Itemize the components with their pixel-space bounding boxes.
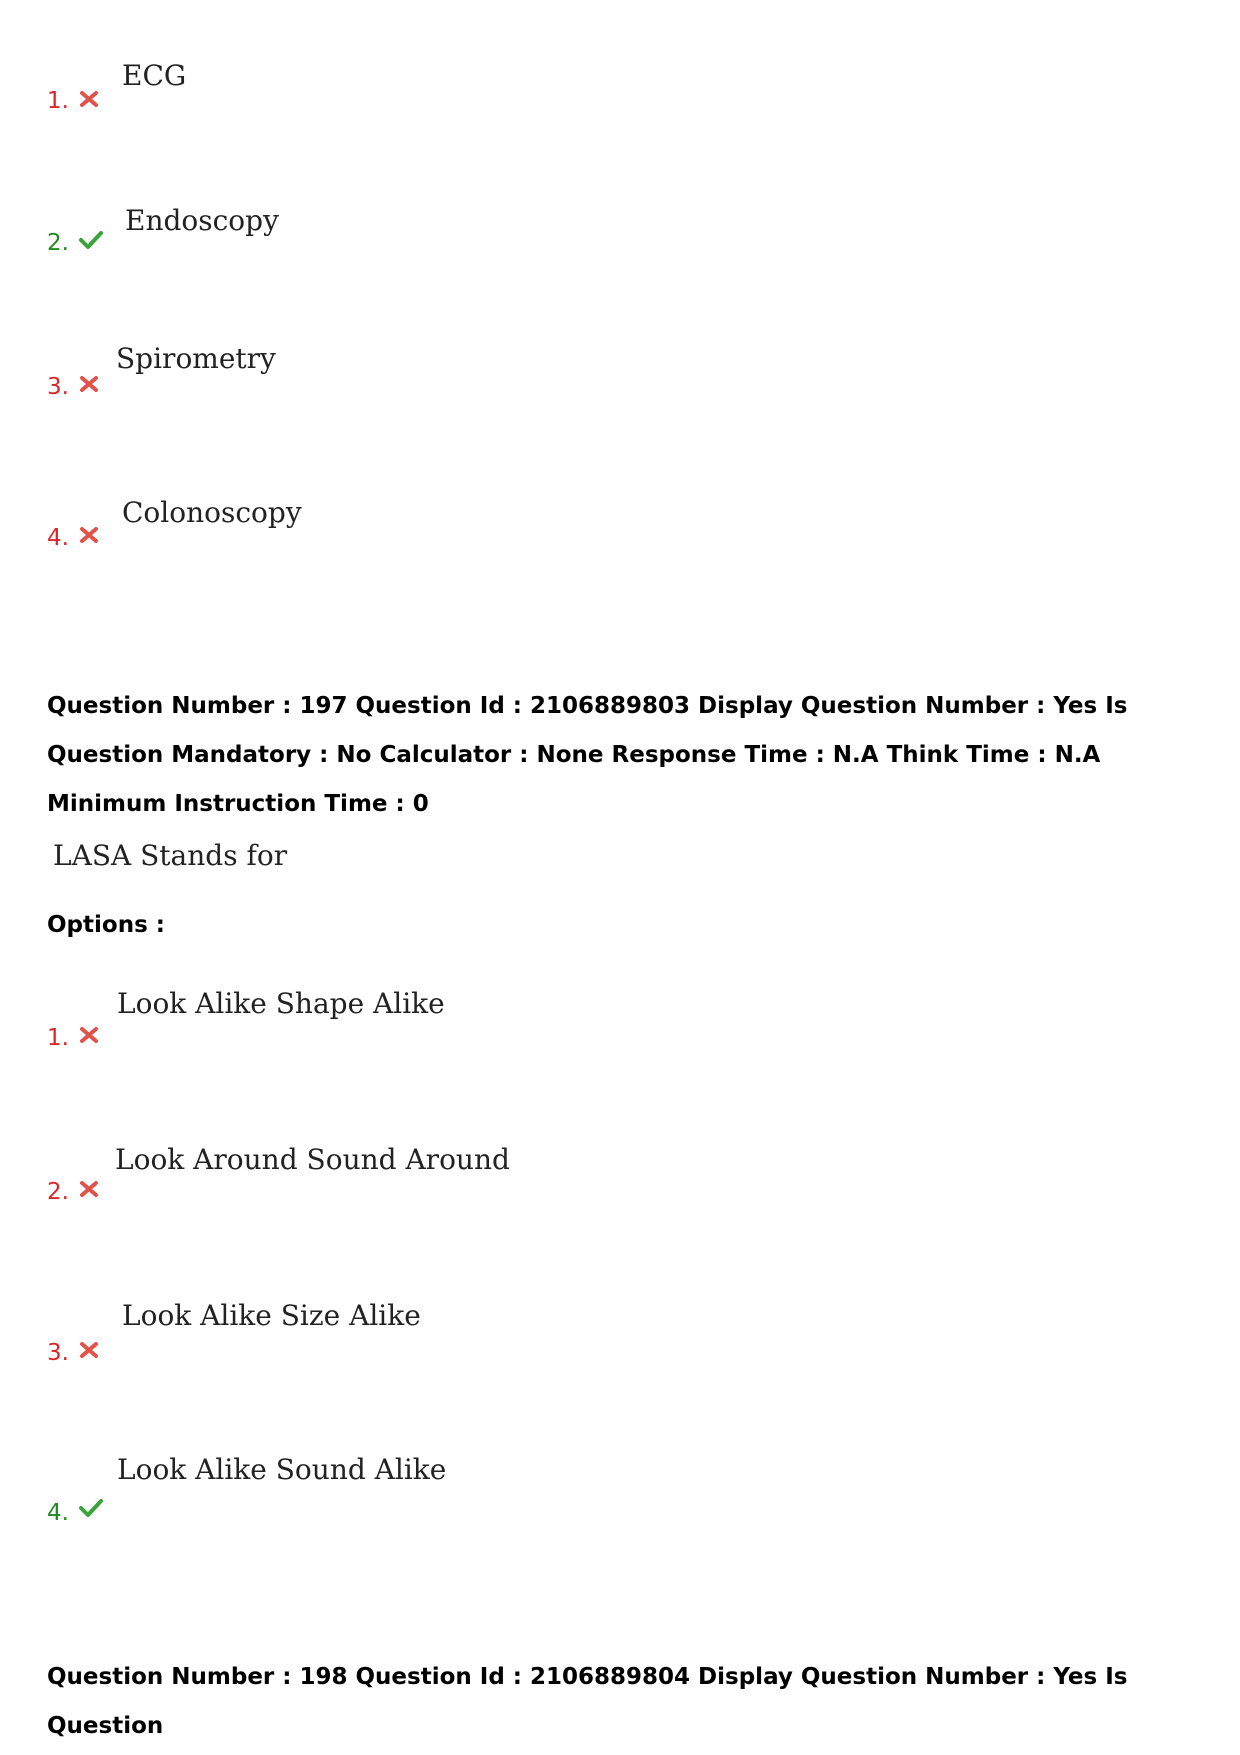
question-198-header: Question Number : 198 Question Id : 2106889804 Display Question Number : Yes Is Question (47, 1664, 1128, 1739)
option-number: 3. (47, 1340, 69, 1366)
option-number: 1. (47, 88, 69, 114)
check-icon (78, 230, 104, 250)
cross-icon (78, 1340, 100, 1360)
options-label: Options : (47, 912, 165, 938)
option-text: Look Alike Shape Alike (117, 987, 445, 1020)
option-text: Look Alike Sound Alike (117, 1453, 447, 1486)
option-number: 4. (47, 1500, 69, 1526)
option-text: Spirometry (116, 342, 276, 375)
option-number: 1. (47, 1025, 69, 1051)
question-text: LASA Stands for (53, 839, 288, 872)
option-text: Look Around Sound Around (115, 1143, 510, 1176)
check-icon (78, 1498, 104, 1518)
option-text: ECG (122, 59, 187, 92)
cross-icon (78, 1179, 100, 1199)
option-number: 2. (47, 230, 69, 256)
cross-icon (78, 89, 100, 109)
cross-icon (78, 1025, 100, 1045)
option-number: 3. (47, 374, 69, 400)
cross-icon (78, 374, 100, 394)
option-text: Colonoscopy (122, 496, 302, 529)
option-text: Look Alike Size Alike (122, 1299, 421, 1332)
question-197-header: Question Number : 197 Question Id : 2106889803 Display Question Number : Yes Is Question Mandatory : No Calculator : None Response Time : N.A Think Time : N.A Minimum Instruction Time : 0 (47, 693, 1128, 817)
cross-icon (78, 525, 100, 545)
option-number: 2. (47, 1179, 69, 1205)
option-text: Endoscopy (125, 204, 279, 237)
option-number: 4. (47, 525, 69, 551)
